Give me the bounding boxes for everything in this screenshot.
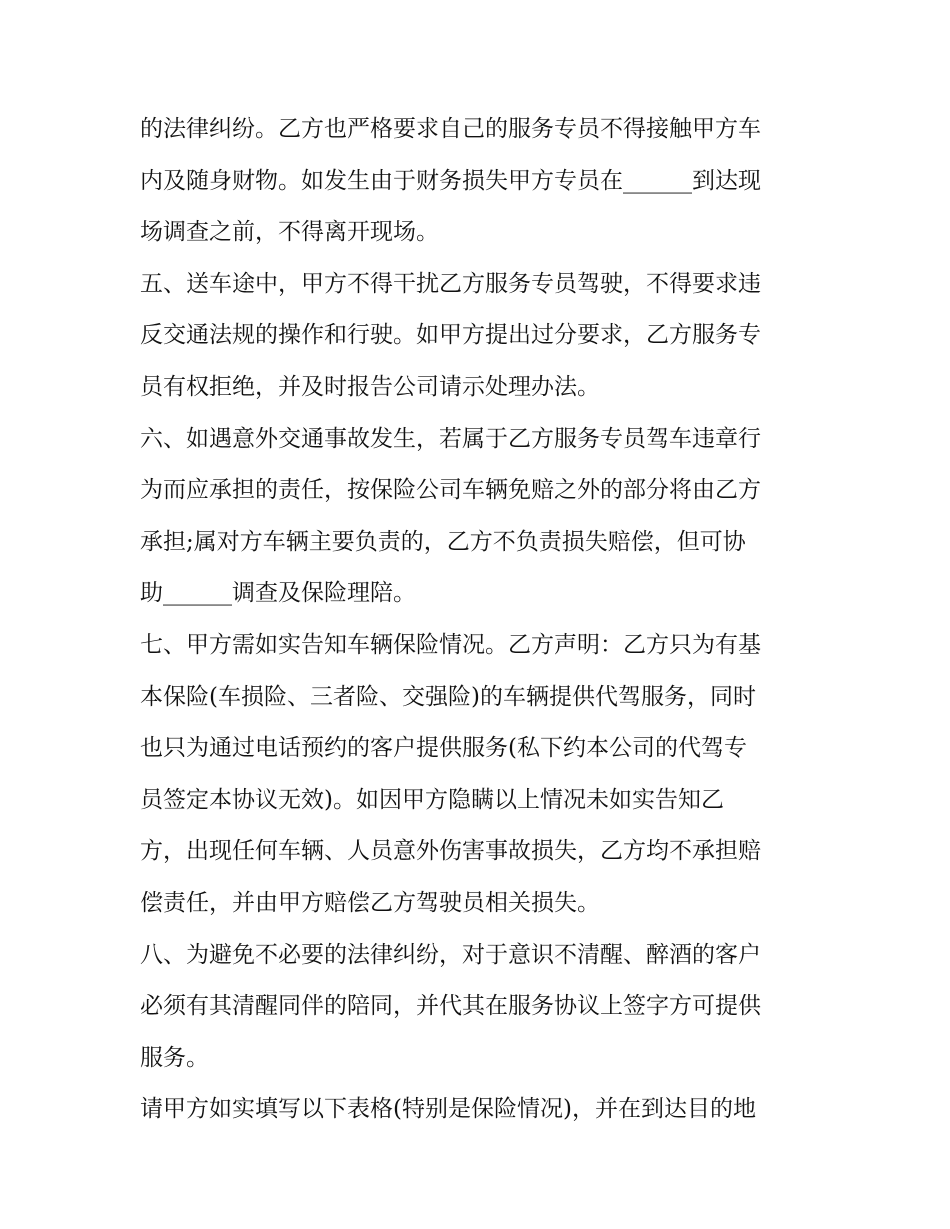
text-line: 承担;属对方车辆主要负责的，乙方不负责损失赔偿，但可协 [140, 528, 746, 555]
text-line: 也只为通过电话预约的客户提供服务(私下约本公司的代驾专 [140, 735, 747, 762]
text-line: 员签定本协议无效)。如因甲方隐瞒以上情况未如实告知乙 [140, 786, 724, 813]
text-line: 方，出现任何车辆、人员意外伤害事故损失，乙方均不承担赔 [140, 838, 761, 865]
text-line: 员有权拒绝，并及时报告公司请示处理办法。 [140, 373, 600, 400]
instruction-line: 请甲方如实填写以下表格(特别是保险情况)，并在到达目的地 [140, 1096, 756, 1123]
text-line: 服务。 [140, 1044, 209, 1071]
clause-six-line: 六、如遇意外交通事故发生，若属于乙方服务专员驾车违章行 [140, 425, 761, 452]
text-line: 必须有其清醒同伴的陪同，并代其在服务协议上签字方可提供 [140, 993, 761, 1020]
text-line: 场调查之前，不得离开现场。 [140, 219, 439, 246]
text-line: 本保险(车损险、三者险、交强险)的车辆提供代驾服务，同时 [140, 683, 756, 710]
text-line: 的法律纠纷。乙方也严格要求自己的服务专员不得接触甲方车 [140, 116, 761, 142]
clause-five-line: 五、送车途中，甲方不得干扰乙方服务专员驾驶，不得要求违 [140, 270, 761, 297]
text-line: 助______调查及保险理陪。 [140, 580, 416, 607]
text-line: 反交通法规的操作和行驶。如甲方提出过分要求，乙方服务专 [140, 322, 761, 349]
text-line: 为而应承担的责任，按保险公司车辆免赔之外的部分将由乙方 [140, 477, 761, 504]
text-line: 偿责任，并由甲方赔偿乙方驾驶员相关损失。 [140, 889, 600, 916]
text-line: 内及随身财物。如发生由于财务损失甲方专员在______到达现 [140, 167, 761, 194]
document-body [140, 104, 812, 1136]
clause-eight-line: 八、为避免不必要的法律纠纷，对于意识不清醒、醉酒的客户 [140, 941, 761, 968]
clause-seven-line: 七、甲方需如实告知车辆保险情况。乙方声明：乙方只为有基 [140, 631, 761, 658]
